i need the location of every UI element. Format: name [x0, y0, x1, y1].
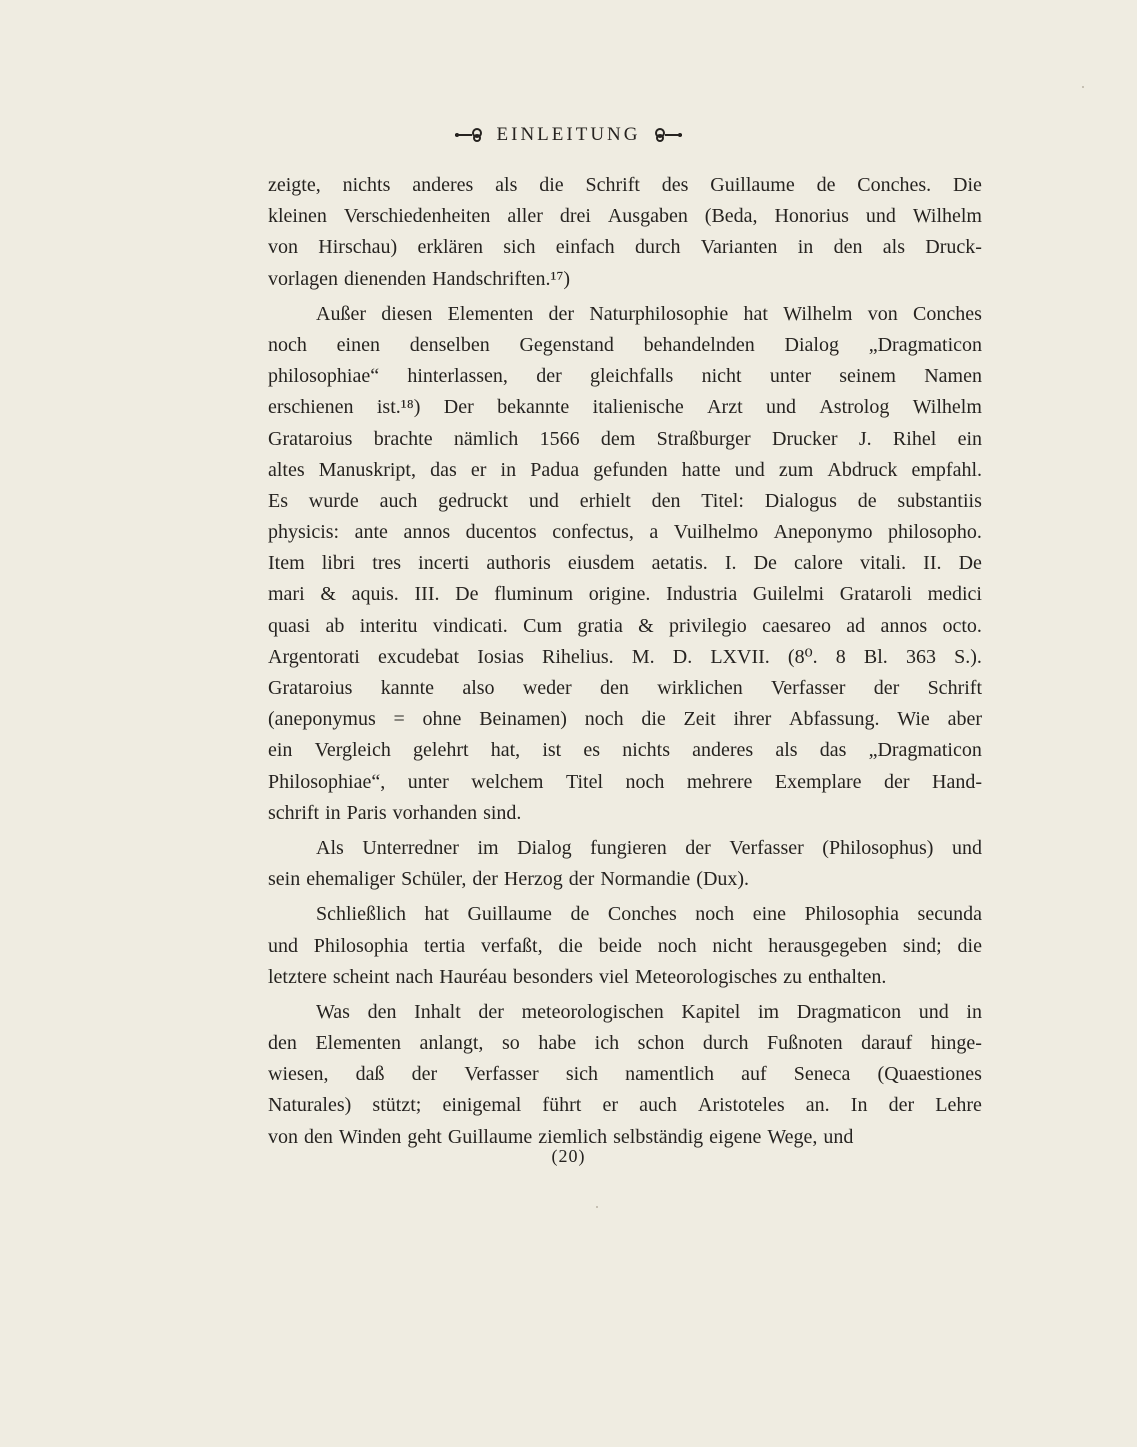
text-line: vorlagen dienenden Handschriften.¹⁷) — [268, 267, 571, 290]
text-line: letztere scheint nach Hauréau besonders viel Meteorologisches zu enthalten. — [268, 965, 887, 988]
text-line: von den Winden geht Guillaume ziemlich selbständig eigene Wege, und — [268, 1125, 854, 1148]
text-line: erschienen ist.¹⁸) Der bekannte italienische Arzt und Astrolog Wilhelm — [268, 396, 982, 419]
text-line: den Elementen anlangt, so habe ich schon durch Fußnoten darauf hinge- — [268, 1032, 982, 1055]
text-line: kleinen Verschiedenheiten aller drei Ausgaben (Beda, Honorius und Wilhelm — [268, 205, 982, 228]
text-line: noch einen denselben Gegenstand behandelnden Dialog „Dragmaticon — [268, 333, 982, 356]
header-title: EINLEITUNG — [496, 124, 641, 145]
paragraph — [268, 833, 982, 895]
text-line: Grataroius brachte nämlich 1566 dem Straßburger Drucker J. Rihel ein — [268, 427, 982, 450]
text-line: quasi ab interitu vindicati. Cum gratia & privilegio caesareo ad annos octo. — [268, 614, 982, 637]
text-line: Was den Inhalt der meteorologischen Kapitel im Dragmaticon und in — [316, 1000, 982, 1023]
paper-speck — [596, 1206, 598, 1208]
text-line: Schließlich hat Guillaume de Conches noch eine Philosophia secunda — [316, 903, 982, 926]
running-header — [0, 124, 1137, 146]
text-line: Argentorati excudebat Iosias Rihelius. M. D. LXVII. (8⁰. 8 Bl. 363 S.). — [268, 645, 982, 668]
paragraph — [268, 170, 982, 295]
text-line: wiesen, daß der Verfasser sich namentlich auf Seneca (Quaestiones — [268, 1063, 982, 1086]
text-line: Philosophiae“, unter welchem Titel noch mehrere Exemplare der Hand- — [268, 770, 982, 793]
text-line: Außer diesen Elementen der Naturphilosophie hat Wilhelm von Conches — [316, 302, 982, 325]
paper-speck — [1082, 86, 1084, 88]
text-line: zeigte, nichts anderes als die Schrift des Guillaume de Conches. Die — [268, 174, 982, 196]
text-line: Es wurde auch gedruckt und erhielt den Titel: Dialogus de substantiis — [268, 489, 982, 512]
paragraph — [268, 899, 982, 993]
right-key-ornament-icon — [652, 128, 684, 142]
text-line: sein ehemaliger Schüler, der Herzog der Normandie (Dux). — [268, 868, 750, 891]
text-line: Als Unterredner im Dialog fungieren der Verfasser (Philosophus) und — [316, 836, 982, 859]
text-line: Naturales) stützt; einigemal führt er auch Aristoteles an. In der Lehre — [268, 1094, 982, 1117]
paragraph — [268, 997, 982, 1153]
body-text — [268, 170, 982, 1153]
text-line: und Philosophia tertia verfaßt, die beide noch nicht herausgegeben sind; die — [268, 934, 982, 957]
text-line: Item libri tres incerti authoris eiusdem aetatis. I. De calore vitali. II. De — [268, 552, 982, 575]
text-line: altes Manuskript, das er in Padua gefunden hatte und zum Abdruck empfahl. — [268, 458, 982, 481]
text-line: Grataroius kannte also weder den wirklichen Verfasser der Schrift — [268, 677, 982, 699]
text-line: schrift in Paris vorhanden sind. — [268, 801, 522, 824]
text-line: von Hirschau) erklären sich einfach durch Varianten in den als Druck- — [268, 236, 982, 259]
text-line: philosophiae“ hinterlassen, der gleichfalls nicht unter seinem Namen — [268, 365, 982, 388]
text-line: (aneponymus = ohne Beinamen) noch die Zeit ihrer Abfassung. Wie aber — [268, 708, 982, 731]
text-line: mari & aquis. III. De fluminum origine. Industria Guilelmi Grataroli medici — [268, 583, 982, 606]
text-line: physicis: ante annos ducentos confectus, a Vuilhelmo Aneponymo philosopho. — [268, 521, 982, 544]
left-key-ornament-icon — [453, 128, 485, 142]
text-line: ein Vergleich gelehrt hat, ist es nichts anderes als das „Dragmaticon — [268, 739, 982, 762]
paragraph — [268, 299, 982, 829]
page-number: (20) — [551, 1146, 586, 1166]
